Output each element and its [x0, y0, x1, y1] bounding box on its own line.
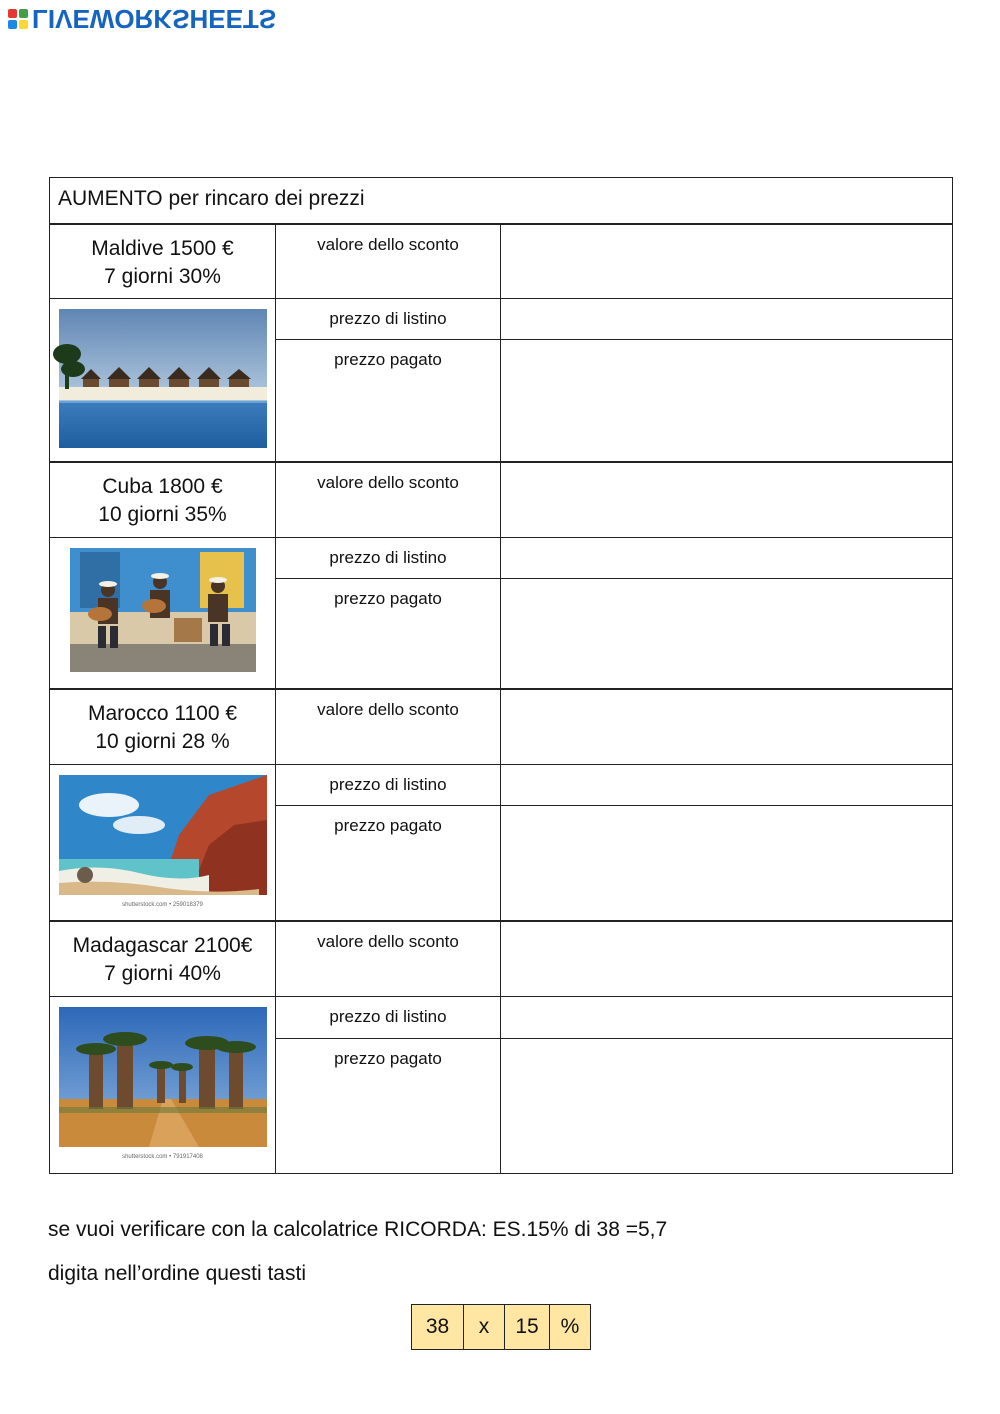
morocco-beach-arch-photo: [59, 775, 267, 908]
key-38: 38: [412, 1305, 464, 1349]
liveworksheets-logo: [8, 6, 276, 32]
key-order-instruction: digita nell’ordine questi tasti: [48, 1262, 306, 1285]
paid-price-label: prezzo pagato: [276, 578, 501, 689]
destination-cell: [50, 689, 276, 764]
discount-answer-field[interactable]: [501, 921, 953, 996]
paid-price-answer-field[interactable]: [501, 578, 953, 689]
logo-blocks-icon: [8, 9, 28, 29]
cuban-musicians-photo: [70, 548, 256, 672]
price-worksheet-table: [49, 177, 953, 1174]
list-price-answer-field[interactable]: [501, 298, 953, 339]
calculator-reminder: se vuoi verificare con la calcolatrice RICORDA: ES.15% di 38 =5,7: [48, 1218, 668, 1241]
destination-photo-cell: [50, 537, 276, 689]
paid-price-label: prezzo pagato: [276, 339, 501, 462]
maldives-bungalows-photo: [59, 309, 267, 448]
discount-label: valore dello sconto: [276, 921, 501, 996]
destination-name-price: Marocco 1100 €: [87, 702, 238, 726]
key-multiply: x: [464, 1305, 505, 1349]
paid-price-answer-field[interactable]: [501, 806, 953, 922]
paid-price-answer-field[interactable]: [501, 339, 953, 462]
paid-price-label: prezzo pagato: [276, 806, 501, 922]
destination-cell: [50, 462, 276, 537]
logo-text: LIVEWORKSHEETS: [32, 4, 277, 34]
list-price-answer-field[interactable]: [501, 764, 953, 805]
destination-days-percent: 10 giorni 28 %: [95, 730, 230, 754]
discount-answer-field[interactable]: [501, 224, 953, 298]
destination-days-percent: 10 giorni 35%: [98, 502, 227, 526]
destination-days-percent: 7 giorni 30%: [104, 264, 221, 288]
list-price-label: prezzo di listino: [276, 997, 501, 1039]
destination-photo-cell: [50, 764, 276, 921]
destination-days-percent: 7 giorni 40%: [104, 962, 221, 986]
discount-label: valore dello sconto: [276, 462, 501, 537]
worksheet-title: AUMENTO per rincaro dei prezzi: [50, 178, 953, 224]
discount-label: valore dello sconto: [276, 689, 501, 764]
destination-cell: [50, 921, 276, 996]
list-price-answer-field[interactable]: [501, 537, 953, 578]
photo-credit: shutterstock.com • 791917408: [122, 1154, 203, 1161]
discount-label: valore dello sconto: [276, 224, 501, 298]
destination-photo-cell: [50, 298, 276, 462]
destination-name-price: Maldive 1500 €: [91, 236, 234, 260]
key-15: 15: [505, 1305, 550, 1349]
destination-photo-cell: [50, 997, 276, 1174]
discount-answer-field[interactable]: [501, 462, 953, 537]
list-price-label: prezzo di listino: [276, 298, 501, 339]
paid-price-answer-field[interactable]: [501, 1039, 953, 1174]
photo-credit: shutterstock.com • 259018379: [122, 901, 203, 908]
calculator-key-sequence: [411, 1304, 591, 1350]
destination-name-price: Madagascar 2100€: [72, 934, 253, 958]
baobab-avenue-photo: [59, 1007, 267, 1161]
list-price-label: prezzo di listino: [276, 537, 501, 578]
destination-cell: [50, 224, 276, 298]
list-price-answer-field[interactable]: [501, 997, 953, 1039]
discount-answer-field[interactable]: [501, 689, 953, 764]
key-percent: %: [550, 1305, 590, 1349]
destination-name-price: Cuba 1800 €: [102, 474, 223, 498]
paid-price-label: prezzo pagato: [276, 1039, 501, 1174]
list-price-label: prezzo di listino: [276, 764, 501, 805]
